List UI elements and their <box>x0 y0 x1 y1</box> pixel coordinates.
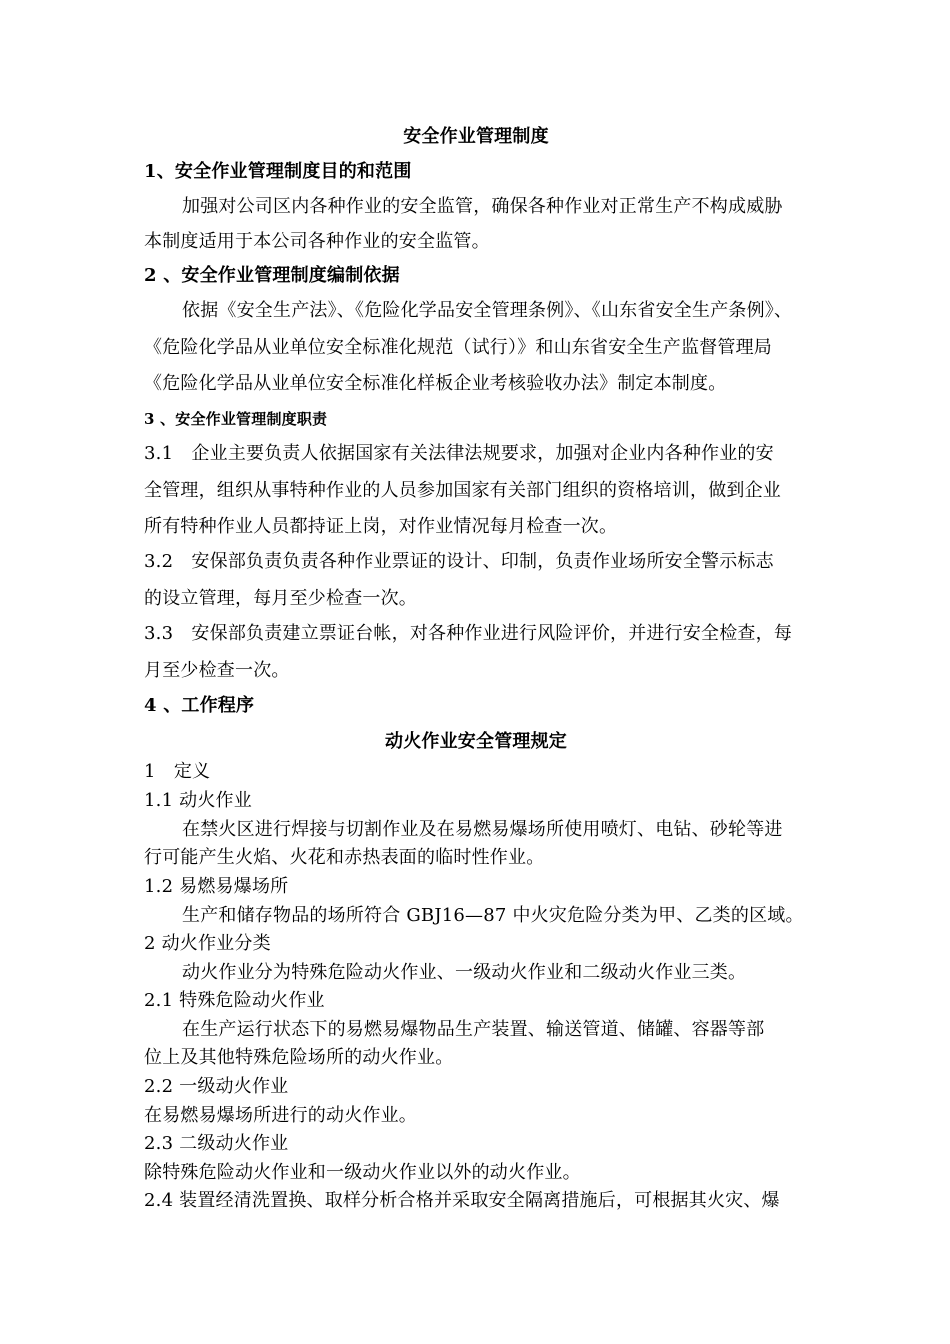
category-2-4-line: 2.4 装置经清洗置换、取样分析合格并采取安全隔离措施后，可根据其火灾、爆 <box>144 1190 780 1211</box>
category-2-2-heading: 2.2 一级动火作业 <box>144 1076 289 1097</box>
subsection-title: 动火作业安全管理规定 <box>385 731 567 752</box>
section-2-heading: 2 、安全作业管理制度编制依据 <box>144 265 400 286</box>
definition-1-2-heading: 1.2 易燃易爆场所 <box>144 876 289 897</box>
section-2-paragraph-line: 《危险化学品从业单位安全标准化样板企业考核验收办法》制定本制度。 <box>144 373 727 394</box>
definition-1-1-line: 在禁火区进行焊接与切割作业及在易燃易爆场所使用喷灯、电钻、砂轮等进 <box>182 819 783 840</box>
clause-3-3-line: 3.3 安保部负责建立票证台帐，对各种作业进行风险评价，并进行安全检查，每 <box>144 623 793 644</box>
category-line: 动火作业分为特殊危险动火作业、一级动火作业和二级动火作业三类。 <box>182 962 747 983</box>
definition-1-1-heading: 1.1 动火作业 <box>144 790 252 811</box>
category-2-1-heading: 2.1 特殊危险动火作业 <box>144 990 325 1011</box>
clause-3-2-line: 的设立管理，每月至少检查一次。 <box>144 588 417 609</box>
category-2-3-line: 除特殊危险动火作业和一级动火作业以外的动火作业。 <box>144 1162 581 1183</box>
definition-1-2-line: 生产和储存物品的场所符合 GBJ16—87 中火灾危险分类为甲、乙类的区域。 <box>182 905 804 926</box>
category-2-2-line: 在易燃易爆场所进行的动火作业。 <box>144 1105 417 1126</box>
clause-3-2-line: 3.2 安保部负责负责各种作业票证的设计、印制，负责作业场所安全警示标志 <box>144 551 774 572</box>
category-heading: 2 动火作业分类 <box>144 933 271 954</box>
section-3-heading: 3 、安全作业管理制度职责 <box>144 410 328 428</box>
section-4-heading: 4 、工作程序 <box>144 695 255 716</box>
definition-heading: 1 定义 <box>144 761 211 782</box>
section-2-paragraph-line: 《危险化学品从业单位安全标准化规范（试行）》和山东省安全生产监督管理局 <box>144 337 772 358</box>
clause-3-1-line: 全管理，组织从事特种作业的人员参加国家有关部门组织的资格培训，做到企业 <box>144 480 781 501</box>
section-1-heading: 1、安全作业管理制度目的和范围 <box>144 161 412 182</box>
category-2-1-line: 位上及其他特殊危险场所的动火作业。 <box>144 1047 454 1068</box>
category-2-3-heading: 2.3 二级动火作业 <box>144 1133 289 1154</box>
section-2-paragraph-line: 依据《安全生产法》、《危险化学品安全管理条例》、《山东省安全生产条例》、 <box>182 300 793 321</box>
document-title: 安全作业管理制度 <box>403 126 549 147</box>
clause-3-3-line: 月至少检查一次。 <box>144 660 290 681</box>
category-2-1-line: 在生产运行状态下的易燃易爆物品生产装置、输送管道、储罐、容器等部 <box>182 1019 765 1040</box>
clause-3-1-line: 3.1 企业主要负责人依据国家有关法律法规要求，加强对企业内各种作业的安 <box>144 443 774 464</box>
section-1-paragraph-line: 加强对公司区内各种作业的安全监管，确保各种作业对正常生产不构成威胁 <box>182 196 783 217</box>
clause-3-1-line: 所有特种作业人员都持证上岗，对作业情况每月检查一次。 <box>144 516 618 537</box>
definition-1-1-line: 行可能产生火焰、火花和赤热表面的临时性作业。 <box>144 847 545 868</box>
section-1-paragraph-line: 本制度适用于本公司各种作业的安全监管。 <box>144 231 490 252</box>
